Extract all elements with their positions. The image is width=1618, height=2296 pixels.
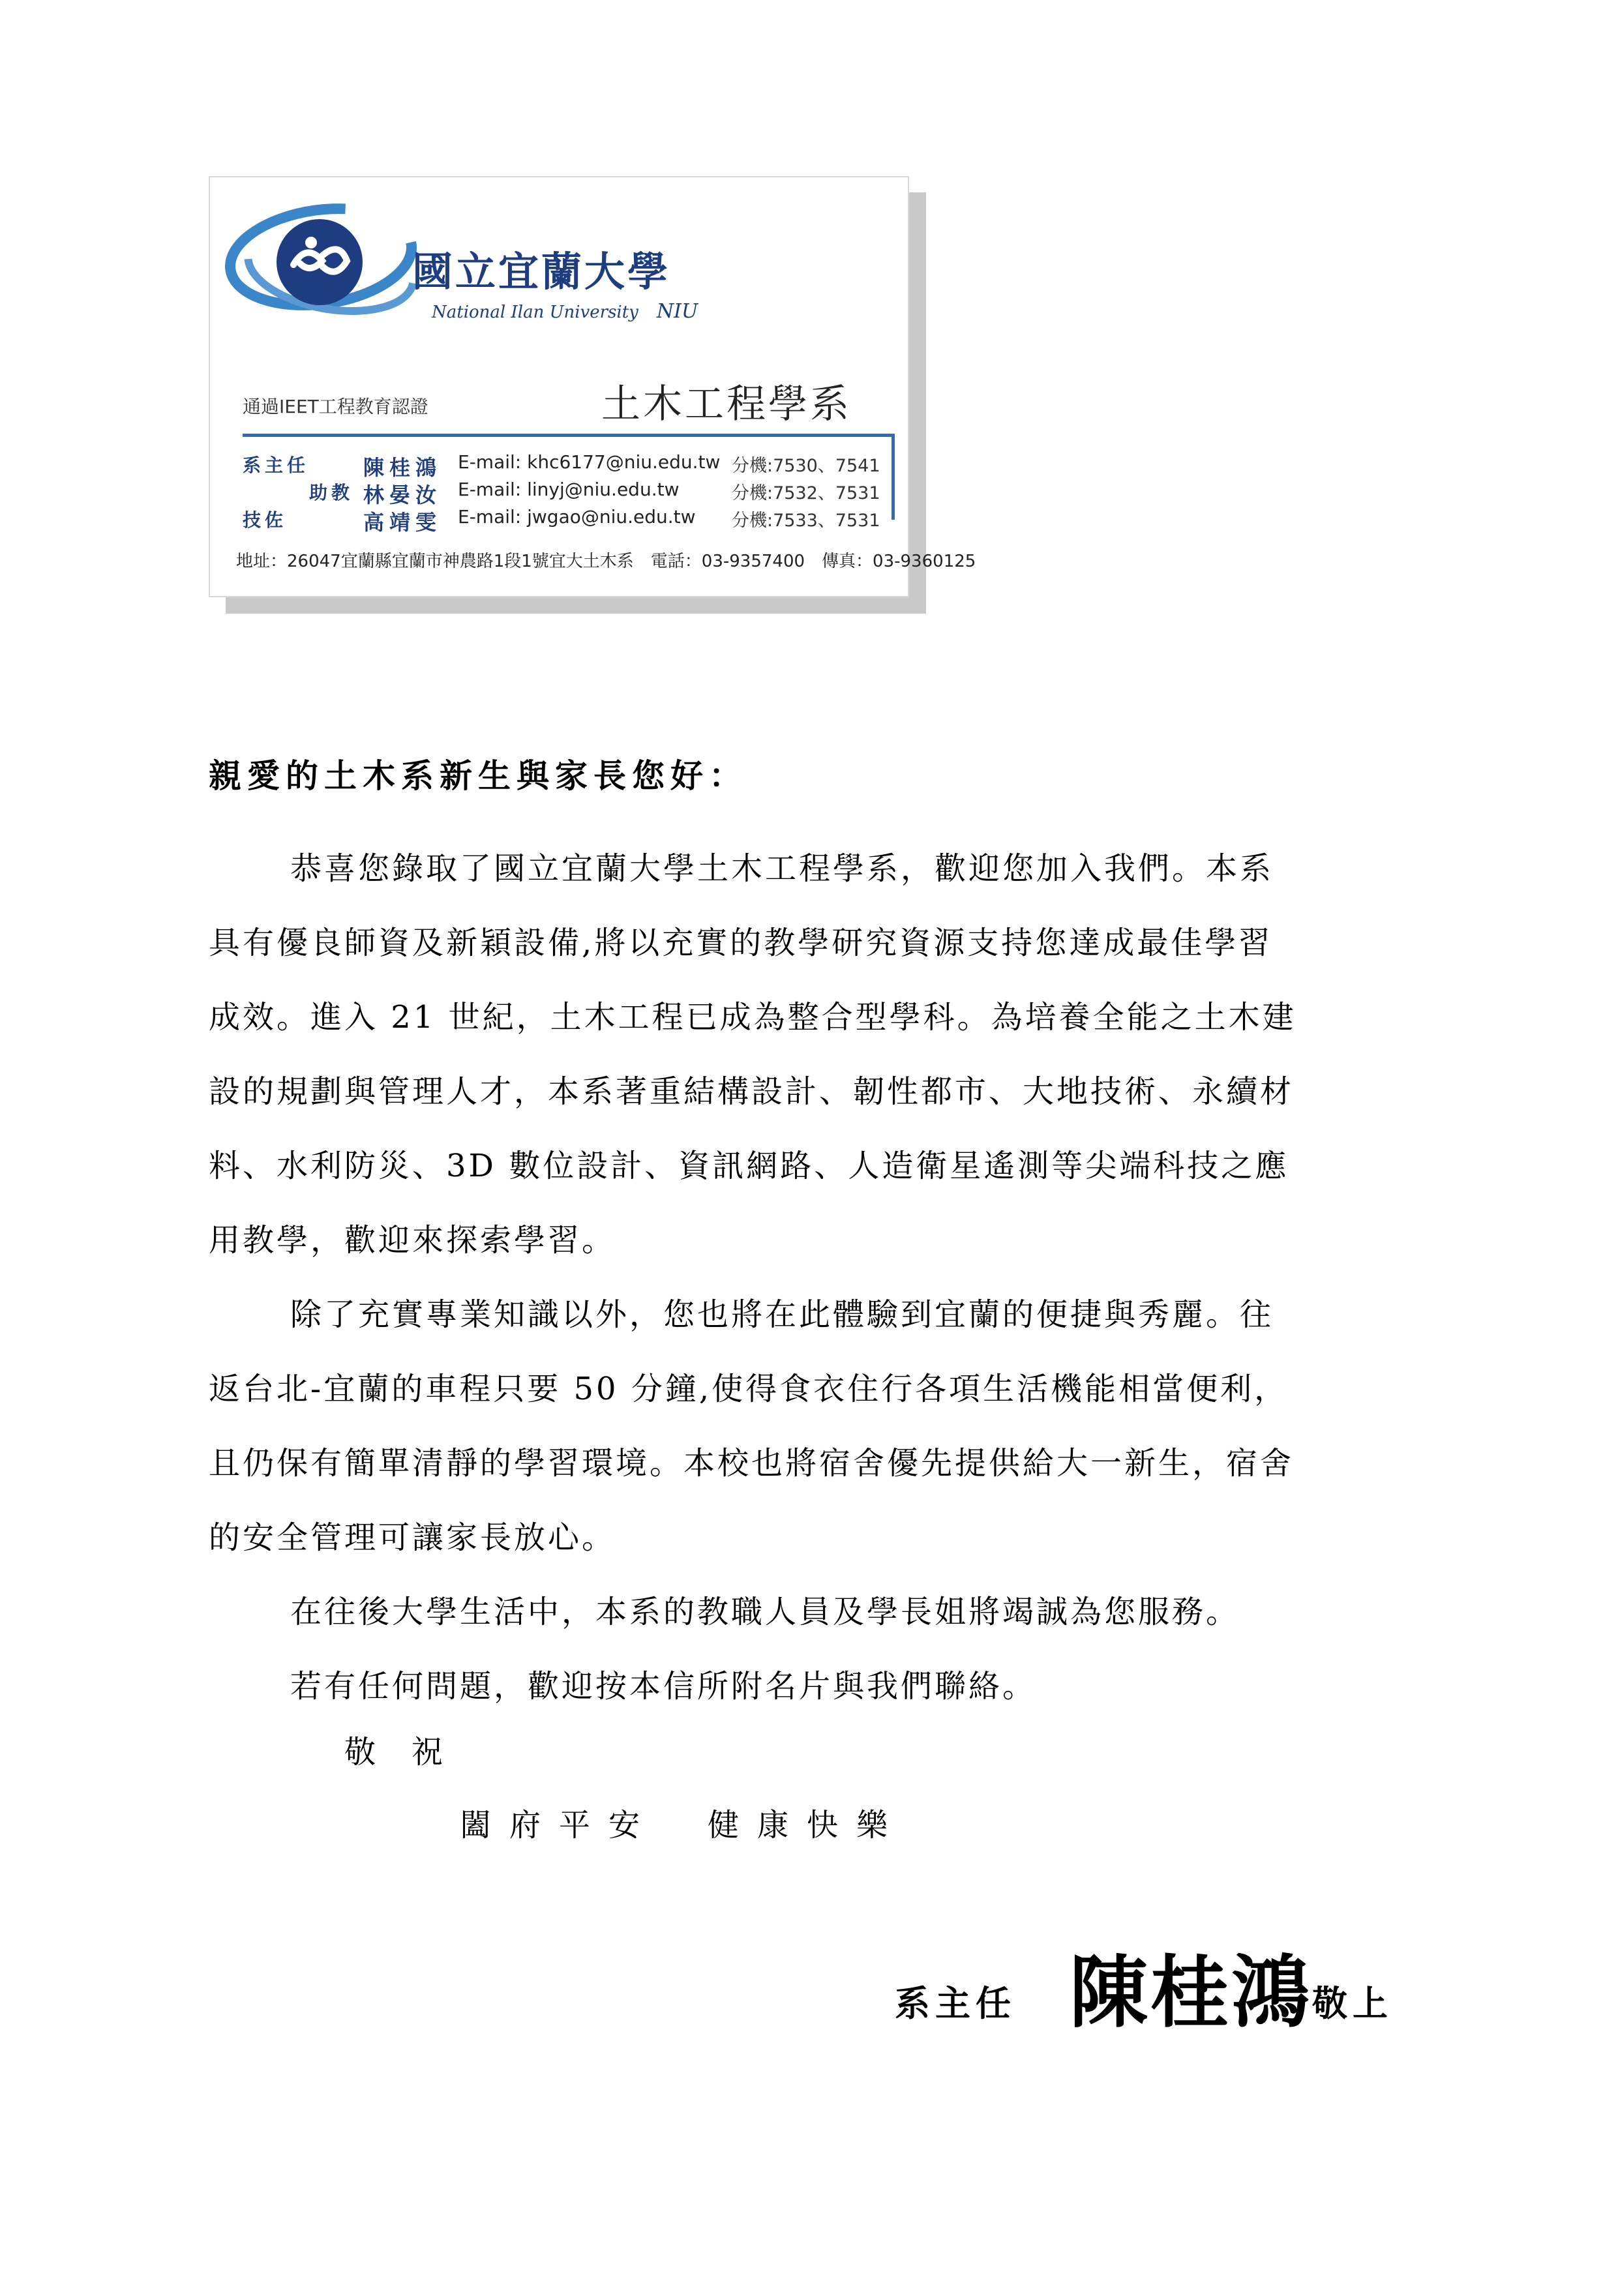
staff-extension: 分機:7532、7531 bbox=[732, 483, 880, 503]
paragraph-line: 若有任何問題，歡迎按本信所附名片與我們聯絡。 bbox=[290, 1668, 1037, 1705]
paragraph-line: 成效。進入 21 世紀，土木工程已成為整合型學科。為培養全能之土木建 bbox=[209, 999, 1296, 1036]
staff-title: 技佐 bbox=[243, 509, 288, 531]
paragraph-line: 料、水利防災、3D 數位設計、資訊網路、人造衛星遙測等尖端科技之應 bbox=[209, 1148, 1289, 1184]
paragraph-line: 且仍保有簡單清靜的學習環境。本校也將宿舍優先提供給大一新生，宿舍 bbox=[209, 1445, 1295, 1482]
department-name: 土木工程學系 bbox=[601, 381, 852, 427]
paragraph-line: 的安全管理可讓家長放心。 bbox=[209, 1519, 616, 1556]
closing-wishes: 闔府平安 健康快樂 bbox=[460, 1807, 906, 1843]
niu-logo bbox=[223, 192, 419, 342]
staff-row bbox=[243, 451, 895, 480]
university-name-en bbox=[432, 300, 698, 323]
staff-name: 林晏汝 bbox=[363, 483, 442, 507]
paragraph-line: 設的規劃與管理人才，本系著重結構設計、韌性都市、大地技術、永續材 bbox=[209, 1073, 1295, 1110]
paragraph-line: 返台北-宜蘭的車程只要 50 分鐘,使得食衣住行各項生活機能相當便利， bbox=[209, 1371, 1289, 1407]
staff-title: 助教 bbox=[308, 482, 353, 503]
university-name-zh: 國立宜蘭大學 bbox=[412, 248, 671, 295]
staff-extension: 分機:7533、7531 bbox=[732, 511, 880, 531]
paragraph-line: 在往後大學生活中，本系的教職人員及學長姐將竭誠為您服務。 bbox=[290, 1594, 1240, 1630]
closing-greeting: 敬祝 bbox=[344, 1734, 479, 1770]
business-card bbox=[209, 176, 976, 597]
signature-respect: 敬上 bbox=[1312, 1982, 1393, 2024]
letter-salutation: 親愛的土木系新生與家長您好： bbox=[209, 756, 747, 795]
staff-email[interactable]: E-mail: jwgao@niu.edu.tw bbox=[458, 506, 696, 528]
signature-name: 陳桂鴻 bbox=[1070, 1948, 1312, 2038]
paragraph-line: 用教學，歡迎來探索學習。 bbox=[209, 1222, 616, 1259]
staff-email[interactable]: E-mail: linyj@niu.edu.tw bbox=[458, 479, 680, 500]
paragraph-line: 恭喜您錄取了國立宜蘭大學土木工程學系，歡迎您加入我們。本系 bbox=[290, 850, 1274, 887]
card-address: 地址：26047宜蘭縣宜蘭市神農路1段1號宜大土木系 電話：03-9357400 傳真：03-9360125 bbox=[236, 552, 976, 571]
staff-email[interactable]: E-mail: khc6177@niu.edu.tw bbox=[458, 451, 721, 473]
signature-title: 系主任 bbox=[895, 1982, 1016, 2024]
staff-row bbox=[243, 506, 895, 535]
university-name-en-text: National Ilan University bbox=[432, 303, 638, 322]
paragraph-line: 除了充實專業知識以外，您也將在此體驗到宜蘭的便捷與秀麗。往 bbox=[290, 1296, 1274, 1333]
paragraph-line: 具有優良師資及新穎設備,將以充實的教學研究資源支持您達成最佳學習 bbox=[209, 925, 1273, 961]
staff-name: 陳桂鴻 bbox=[363, 455, 442, 480]
staff-row bbox=[243, 479, 895, 505]
staff-name: 高靖雯 bbox=[363, 510, 442, 535]
staff-title: 系主任 bbox=[243, 455, 310, 476]
certification-note: 通過IEET工程教育認證 bbox=[243, 396, 428, 417]
university-abbr: NIU bbox=[656, 300, 698, 323]
staff-extension: 分機:7530、7541 bbox=[732, 456, 880, 476]
